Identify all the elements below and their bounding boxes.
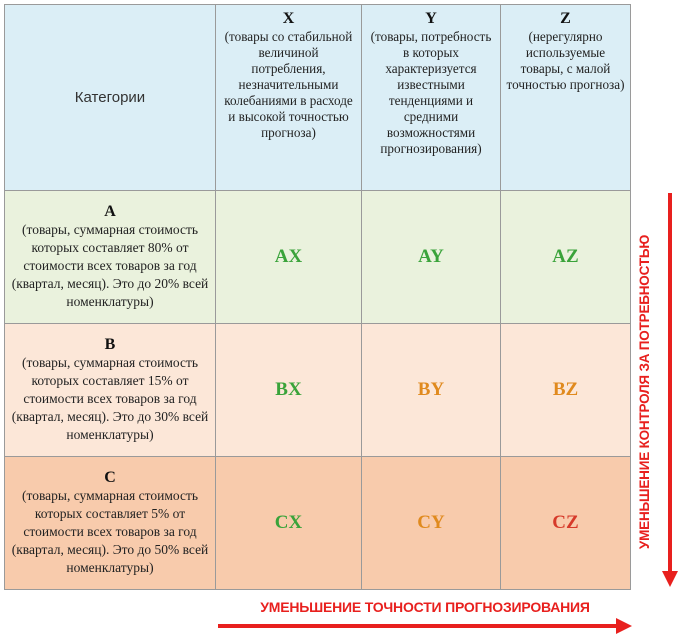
row-description-b: (товары, суммарная стоимость которых составляет 15% от стоимости всех товаров за год (квартал, месяц). Это до 30% всей номенклатуры) xyxy=(11,355,209,442)
matrix-cell-cy xyxy=(362,457,501,589)
categories-label: Категории xyxy=(74,89,146,106)
horizontal-arrow-shaft xyxy=(218,624,618,628)
row-description-a: (товары, суммарная стоимость которых составляет 80% от стоимости всех товаров за год (квартал, месяц). Это до 20% всей номенклатуры) xyxy=(11,222,209,309)
matrix-cell-ax xyxy=(216,191,362,324)
column-header-z xyxy=(501,5,630,191)
row-letter-a: A xyxy=(104,203,116,220)
cell-code-cx: CX xyxy=(274,512,303,533)
demand-control-arrow xyxy=(662,193,680,588)
vertical-arrow-shaft xyxy=(668,193,672,573)
horizontal-arrowhead-icon xyxy=(616,618,632,634)
column-description-y: (товары, потребность в которых характеризуется известными тенденциями и средними возможностями прогнозирования) xyxy=(370,29,492,156)
cell-code-cy: CY xyxy=(417,512,445,533)
row-header-b xyxy=(5,324,216,457)
column-header-x xyxy=(216,5,362,191)
matrix-cell-ay xyxy=(362,191,501,324)
column-letter-y: Y xyxy=(425,10,437,27)
row-header-a xyxy=(5,191,216,324)
matrix-cell-az xyxy=(501,191,630,324)
cell-code-az: AZ xyxy=(552,246,579,267)
cell-code-bz: BZ xyxy=(552,379,579,400)
matrix-cell-cx xyxy=(216,457,362,589)
row-header-c xyxy=(5,457,216,589)
row-letter-b: B xyxy=(104,336,116,353)
matrix-cell-cz xyxy=(501,457,630,589)
forecast-accuracy-arrow xyxy=(218,618,630,636)
matrix-cell-bx xyxy=(216,324,362,457)
cell-code-cz: CZ xyxy=(552,512,579,533)
row-description-c: (товары, суммарная стоимость которых составляет 5% от стоимости всех товаров за год (квартал, месяц). Это до 50% всей номенклатуры) xyxy=(11,488,209,575)
column-description-x: (товары со стабильной величиной потребления, незначительными колебаниями в расходе и высокой точностью прогноза) xyxy=(224,29,353,140)
matrix-cell-bz xyxy=(501,324,630,457)
column-header-y xyxy=(362,5,501,191)
demand-control-label: УМЕНЬШЕНИЕ КОНТРОЛЯ ЗА ПОТРЕБНОСТЬЮ xyxy=(637,234,652,550)
column-letter-z: Z xyxy=(560,10,571,27)
matrix-cell-by xyxy=(362,324,501,457)
forecast-accuracy-label: УМЕНЬШЕНИЕ ТОЧНОСТИ ПРОГНОЗИРОВАНИЯ xyxy=(260,599,590,615)
cell-code-by: BY xyxy=(417,379,445,400)
cell-code-bx: BX xyxy=(275,379,302,400)
column-description-z: (нерегулярно используемые товары, с малой точностью прогноза) xyxy=(506,29,625,92)
vertical-arrowhead-icon xyxy=(662,571,678,587)
cell-code-ax: AX xyxy=(274,246,303,267)
column-letter-x: X xyxy=(282,10,295,27)
abc-xyz-matrix xyxy=(4,4,631,590)
corner-header xyxy=(5,5,216,191)
row-letter-c: C xyxy=(104,469,116,486)
cell-code-ay: AY xyxy=(418,246,444,267)
